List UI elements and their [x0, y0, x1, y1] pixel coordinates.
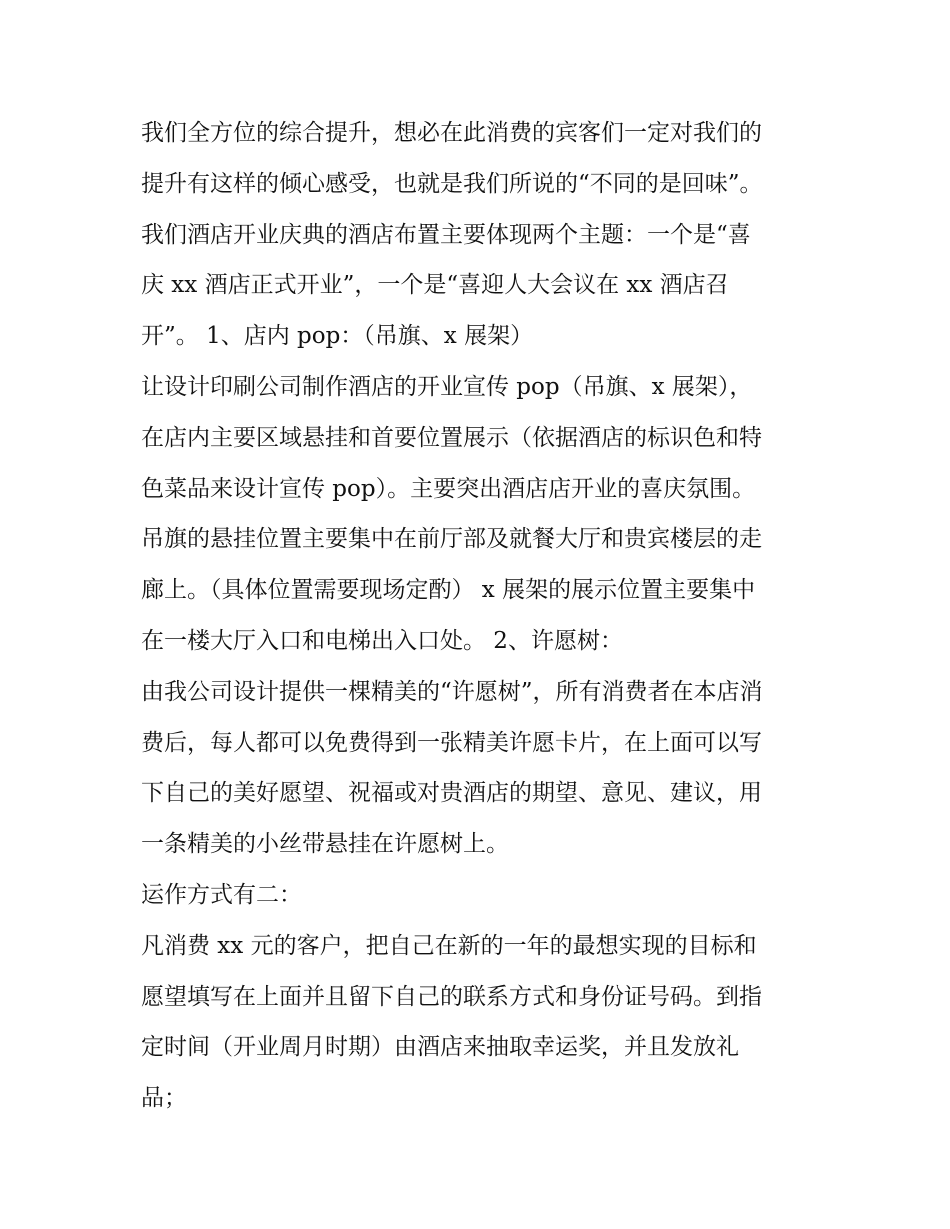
- text-line: 由我公司设计提供一棵精美的“许愿树”，所有消费者在本店消: [141, 678, 763, 705]
- text-line: 一条精美的小丝带悬挂在许愿树上。: [141, 831, 509, 858]
- text-line: 在一楼大厅入口和电梯出入口处。 2、许愿树：: [141, 627, 623, 654]
- text-line: 我们全方位的综合提升，想必在此消费的宾客们一定对我们的: [141, 120, 762, 146]
- text-line: 定时间（开业周月时期）由酒店来抽取幸运奖，并且发放礼: [141, 1034, 739, 1061]
- text-line: 下自己的美好愿望、祝福或对贵酒店的期望、意见、建议，用: [141, 780, 762, 807]
- text-line: 让设计印刷公司制作酒店的开业宣传 pop（吊旗、x 展架），: [141, 373, 753, 400]
- text-line: 吊旗的悬挂位置主要集中在前厅部及就餐大厅和贵宾楼层的走: [141, 526, 762, 553]
- text-line: 费后，每人都可以免费得到一张精美许愿卡片，在上面可以写: [141, 729, 762, 756]
- text-line: 色菜品来设计宣传 pop）。主要突出酒店店开业的喜庆氛围。: [141, 475, 756, 502]
- text-line: 庆 xx 酒店正式开业”，一个是“喜迎人大会议在 xx 酒店召: [141, 272, 729, 299]
- text-line: 提升有这样的倾心感受，也就是我们所说的“不同的是回味”。: [141, 170, 763, 197]
- text-line: 廊上。（具体位置需要现场定酌） x 展架的展示位置主要集中: [141, 577, 756, 604]
- text-line: 我们酒店开业庆典的酒店布置主要体现两个主题：一个是“喜: [141, 221, 751, 248]
- text-line: 愿望填写在上面并且留下自己的联系方式和身份证号码。到指: [141, 983, 762, 1010]
- text-line: 凡消费 xx 元的客户，把自己在新的一年的最想实现的目标和: [141, 932, 757, 959]
- body-text: [141, 108, 821, 1124]
- text-line: 在店内主要区域悬挂和首要位置展示（依据酒店的标识色和特: [141, 424, 762, 451]
- text-line: 开”。 1、店内 pop：（吊旗、x 展架）: [141, 323, 534, 350]
- text-line: 运作方式有二：: [141, 881, 302, 908]
- text-line: 品；: [141, 1085, 187, 1112]
